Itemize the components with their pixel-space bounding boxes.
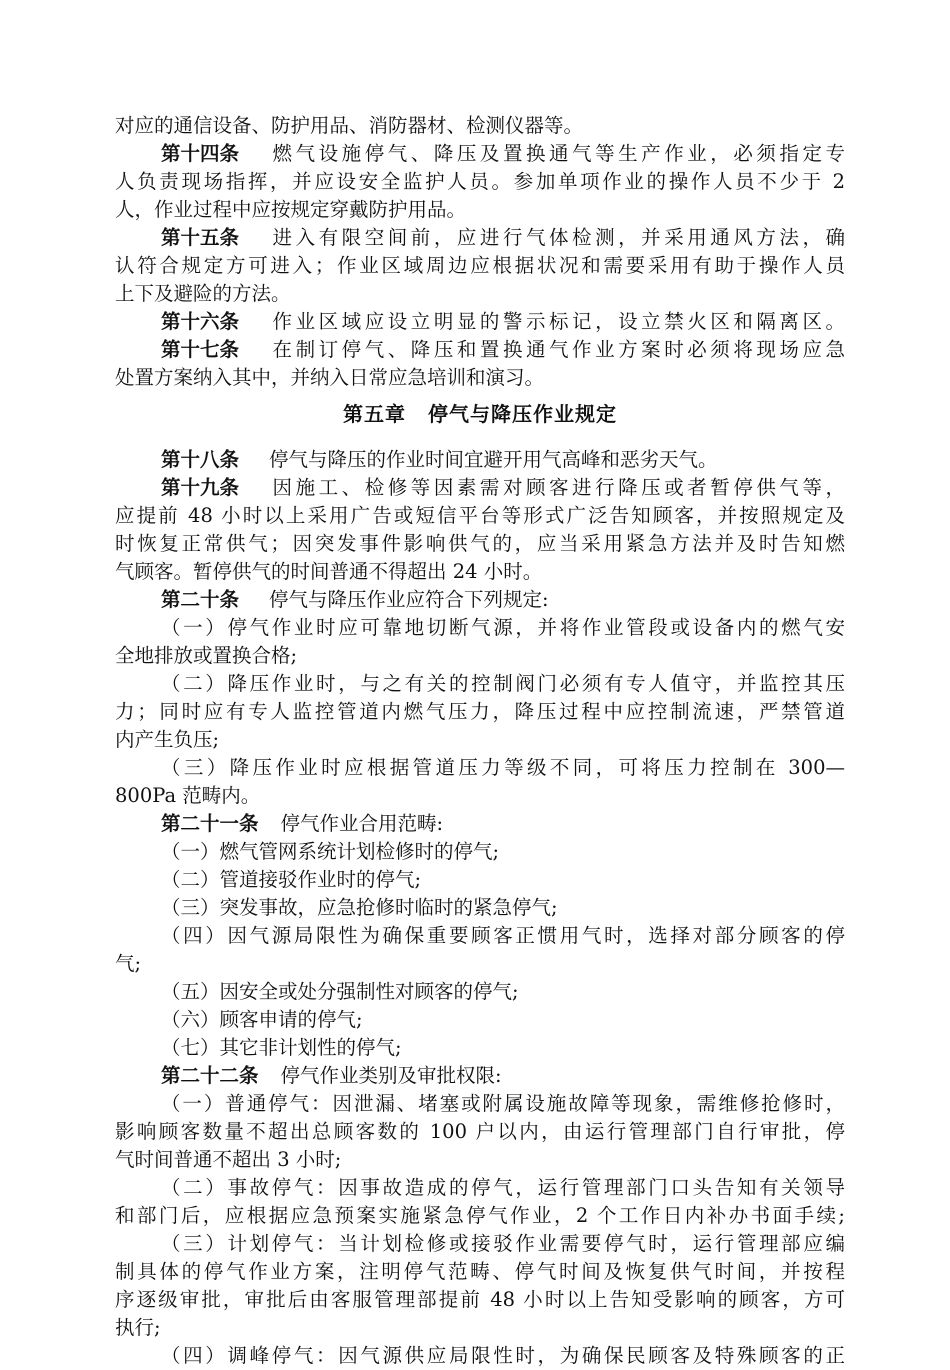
article-19 (115, 474, 845, 502)
text-line: 和部门后，应根据应急预案实施紧急停气作业，2 个工作日内补办书面手续; (115, 1204, 845, 1227)
text-line: 制具体的停气作业方案，注明停气范畴、停气时间及恢复供气时间，并按程 (115, 1260, 845, 1283)
text-line: 气顾客。暂停供气的时间普通不得超出 24 小时。 (115, 560, 543, 583)
article-21 (115, 810, 845, 838)
chapter-heading (115, 400, 845, 428)
text-line: 时恢复正常供气；因突发事件影响供气的，应当采用紧急方法并及时告知燃 (115, 532, 845, 555)
article-14 (115, 140, 845, 168)
article-16 (115, 308, 845, 336)
text-line: 认符合规定方可进入；作业区域周边应根据状况和需要采用有助于操作人员 (115, 254, 845, 277)
text-line: 序逐级审批，审批后由客服管理部提前 48 小时以上告知受影响的顾客，方可 (115, 1288, 845, 1311)
list-item: （三）计划停气：当计划检修或接驳作业需要停气时，运行管理部应编 (161, 1232, 845, 1255)
chapter-number: 第五章 (343, 402, 406, 426)
chapter-title: 停气与降压作业规定 (428, 402, 617, 426)
article-20 (115, 586, 845, 614)
article-text: 因施工、检修等因素需对顾客进行降压或者暂停供气等， (269, 476, 845, 499)
text-line: 全地排放或置换合格; (115, 644, 298, 667)
text-line: 人，作业过程中应按规定穿戴防护用品。 (115, 198, 467, 221)
text-line: 影响顾客数量不超出总顾客数的 100 户以内，由运行管理部门自行审批，停 (115, 1120, 845, 1143)
list-item: （一）燃气管网系统计划检修时的停气; (161, 840, 500, 863)
text-line: 对应的通信设备、防护用品、消防器材、检测仪器等。 (115, 114, 584, 137)
article-text: 停气与降压的作业时间宜避开用气高峰和恶劣天气。 (269, 448, 718, 471)
text-line: 上下及避险的方法。 (115, 282, 291, 305)
document-page (115, 112, 845, 1370)
list-item: （七）其它非计划性的停气; (161, 1036, 402, 1059)
article-15 (115, 224, 845, 252)
list-item: （二）管道接驳作业时的停气; (161, 868, 422, 891)
list-item: （六）顾客申请的停气; (161, 1008, 363, 1031)
article-text: 燃气设施停气、降压及置换通气等生产作业，必须指定专 (269, 142, 845, 165)
list-item: （四）调峰停气：因气源供应局限性时，为确保民顾客及特殊顾客的正 (161, 1344, 845, 1367)
text-line: 人负责现场指挥，并应设安全监护人员。参加单项作业的操作人员不少于 2 (115, 170, 845, 193)
text-line: 处置方案纳入其中，并纳入日常应急培训和演习。 (115, 366, 545, 389)
article-label: 第十七条 (161, 338, 240, 361)
article-22 (115, 1062, 845, 1090)
article-17 (115, 336, 845, 364)
list-item: （三）降压作业时应根据管道压力等级不同，可将压力控制在 300— (161, 756, 845, 779)
article-text: 停气作业合用范畴: (280, 812, 444, 835)
text-line: 内产生负压; (115, 728, 220, 751)
article-text: 作业区域应设立明显的警示标记，设立禁火区和隔离区。 (269, 310, 845, 333)
article-label: 第二十二条 (161, 1064, 259, 1087)
text-line: 气; (115, 952, 142, 975)
list-item: （二）事故停气：因事故造成的停气，运行管理部门口头告知有关领导 (161, 1176, 845, 1199)
article-label: 第十九条 (161, 476, 240, 499)
text-line: 力；同时应有专人监控管道内燃气压力，降压过程中应控制流速，严禁管道 (115, 700, 845, 723)
text-line: 气时间普通不超出 3 小时; (115, 1148, 342, 1171)
article-label: 第十六条 (161, 310, 240, 333)
article-label: 第二十一条 (161, 812, 259, 835)
text-line: 执行; (115, 1316, 161, 1339)
list-item: （三）突发事故，应急抢修时临时的紧急停气; (161, 896, 558, 919)
article-label: 第二十条 (161, 588, 240, 611)
list-item: （四）因气源局限性为确保重要顾客正惯用气时，选择对部分顾客的停 (161, 924, 845, 947)
article-text: 停气作业类别及审批权限: (280, 1064, 502, 1087)
text-line: 应提前 48 小时以上采用广告或短信平台等形式广泛告知顾客，并按照规定及 (115, 504, 845, 527)
article-18 (115, 446, 845, 474)
article-text: 进入有限空间前，应进行气体检测，并采用通风方法，确 (269, 226, 845, 249)
list-item: （二）降压作业时，与之有关的控制阀门必须有专人值守，并监控其压 (161, 672, 845, 695)
article-label: 第十五条 (161, 226, 240, 249)
list-item: （一）停气作业时应可靠地切断气源，并将作业管段或设备内的燃气安 (161, 616, 845, 639)
list-item: （一）普通停气：因泄漏、堵塞或附属设施故障等现象，需维修抢修时， (161, 1092, 845, 1115)
article-label: 第十四条 (161, 142, 240, 165)
list-item: （五）因安全或处分强制性对顾客的停气; (161, 980, 519, 1003)
text-line: 800Pa 范畴内。 (115, 784, 261, 807)
article-label: 第十八条 (161, 448, 240, 471)
article-text: 停气与降压作业应符合下列规定: (269, 588, 549, 611)
article-text: 在制订停气、降压和置换通气作业方案时必须将现场应急 (269, 338, 845, 361)
